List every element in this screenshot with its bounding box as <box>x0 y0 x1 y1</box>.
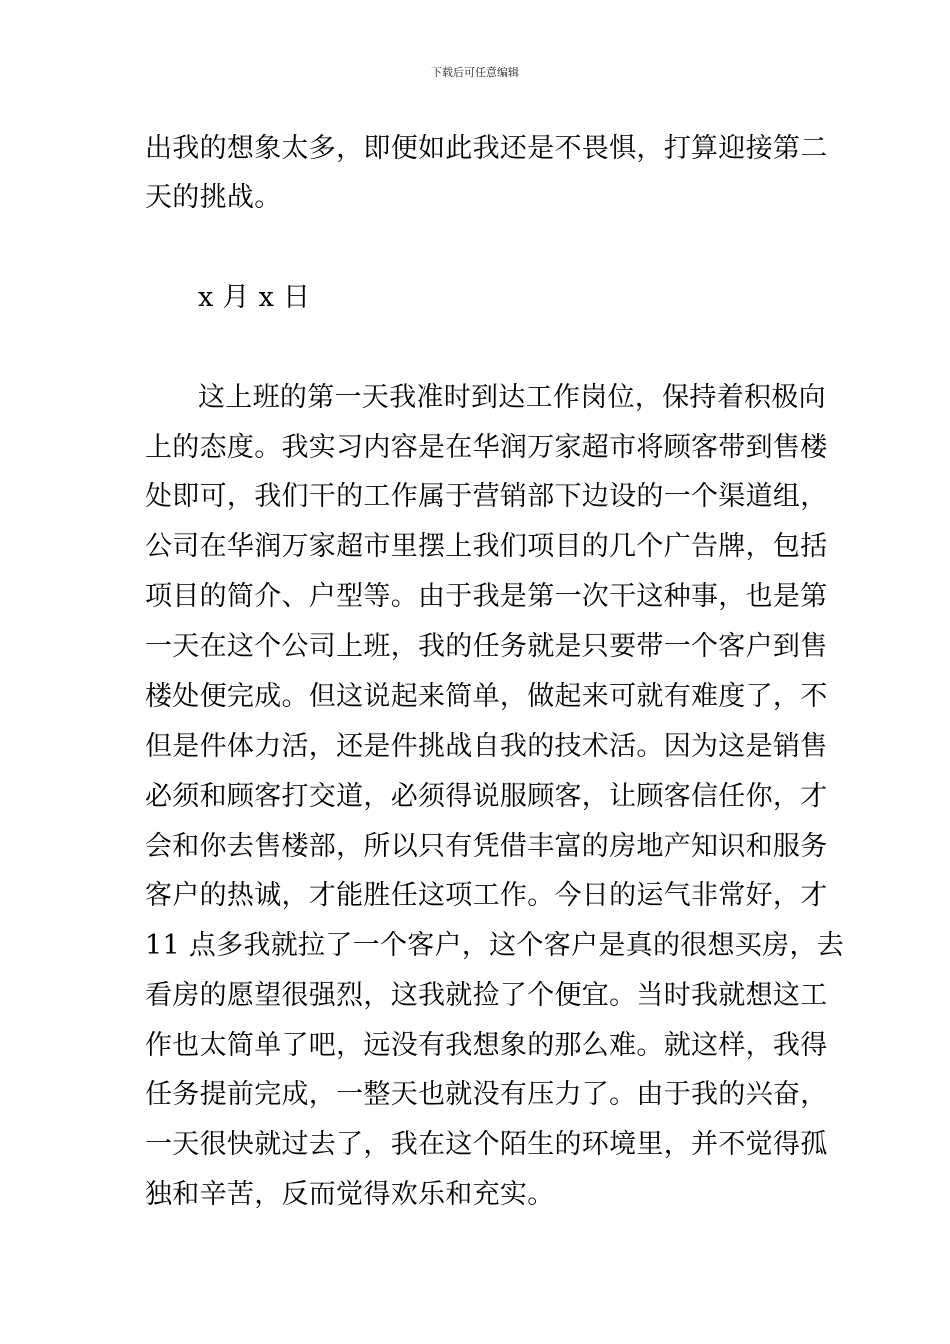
text-line: 会和你去售楼部，所以只有凭借丰富的房地产知识和服务 <box>145 831 828 862</box>
text-line: 必须和顾客打交道，必须得说服顾客，让顾客信任你，才 <box>145 781 828 812</box>
text-line: 公司在华润万家超市里摆上我们项目的几个广告牌，包括 <box>145 531 828 562</box>
header-note: 下载后可任意编辑 <box>431 66 519 79</box>
text-line: 上的态度。我实习内容是在华润万家超市将顾客带到售楼 <box>145 432 828 463</box>
text-line: 独和辛苦，反而觉得欢乐和充实。 <box>145 1179 555 1210</box>
text-line: 这上班的第一天我准时到达工作岗位，保持着积极向 <box>198 382 826 413</box>
text-line: 天的挑战。 <box>145 182 282 213</box>
text-line: 项目的简介、户型等。由于我是第一次干这种事，也是第 <box>145 581 828 612</box>
text-line: 客户的热诚，才能胜任这项工作。今日的运气非常好，才 <box>145 880 828 911</box>
text-line: 处即可，我们干的工作属于营销部下边设的一个渠道组， <box>145 481 828 512</box>
text-line: 11 点多我就拉了一个客户，这个客户是真的很想买房，去 <box>145 930 845 961</box>
text-line: 一天很快就过去了，我在这个陌生的环境里，并不觉得孤 <box>145 1129 828 1160</box>
text-line: 但是件体力活，还是件挑战自我的技术活。因为这是销售 <box>145 731 828 762</box>
text-line: 任务提前完成，一整天也就没有压力了。由于我的兴奋， <box>145 1079 828 1110</box>
text-line: 楼处便完成。但这说起来简单，做起来可就有难度了，不 <box>145 681 828 712</box>
text-line: 一天在这个公司上班，我的任务就是只要带一个客户到售 <box>145 631 828 662</box>
text-line: 出我的想象太多，即便如此我还是不畏惧，打算迎接第二 <box>145 133 828 164</box>
text-line: 看房的愿望很强烈，这我就捡了个便宜。当时我就想这工 <box>145 980 828 1011</box>
text-line: 作也太简单了吧，远没有我想象的那么难。就这样，我得 <box>145 1030 828 1061</box>
date-heading: x 月 x 日 <box>198 282 311 313</box>
